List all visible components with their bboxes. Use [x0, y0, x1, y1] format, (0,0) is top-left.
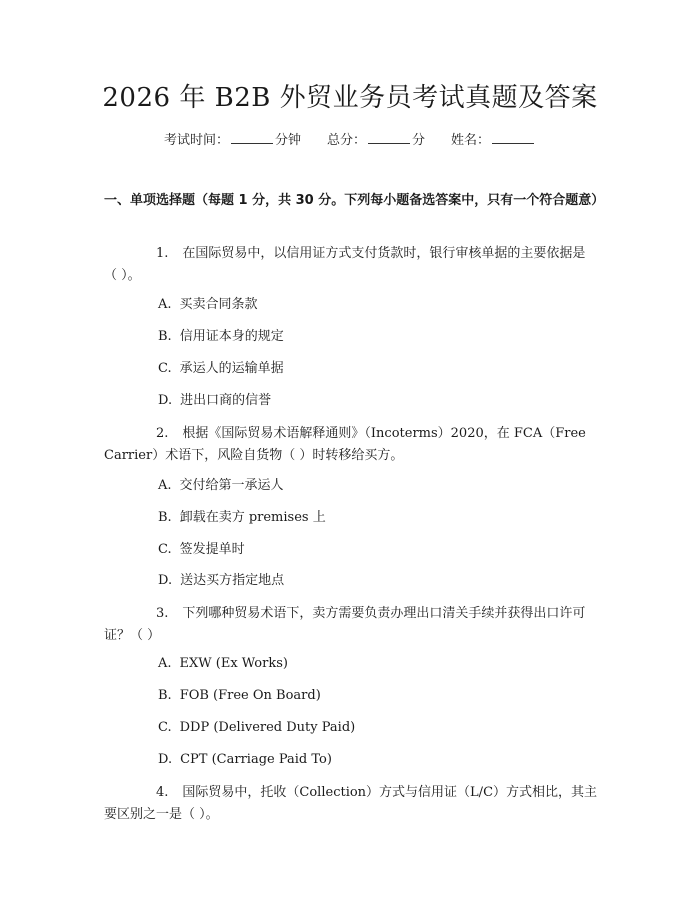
option-text: 买卖合同条款 — [179, 297, 258, 312]
question-number: 3. — [156, 606, 169, 621]
question-text: 下列哪种贸易术语下，卖方需要负责办理出口清关手续并获得出口许可证？（ ） — [104, 606, 586, 643]
option-3b — [158, 686, 321, 706]
option-letter: B. — [158, 510, 172, 525]
option-3d — [158, 750, 332, 770]
question-number: 2. — [156, 426, 169, 441]
option-letter: A. — [158, 656, 172, 671]
option-text: 交付给第一承运人 — [179, 478, 284, 493]
option-text: CPT (Carriage Paid To) — [180, 752, 332, 767]
option-1d — [158, 391, 271, 411]
question-1 — [104, 243, 598, 287]
option-text: FOB (Free On Board) — [179, 688, 321, 703]
option-text: EXW (Ex Works) — [179, 656, 288, 671]
question-4 — [104, 782, 598, 826]
option-letter: A. — [158, 297, 172, 312]
option-letter: B. — [158, 688, 172, 703]
score-unit: 分 — [412, 133, 426, 148]
time-blank — [231, 130, 273, 144]
name-blank — [492, 130, 534, 144]
option-1a — [158, 295, 258, 315]
option-1b — [158, 327, 284, 347]
option-2b — [158, 508, 326, 528]
question-3 — [104, 603, 598, 647]
score-label: 总分： — [326, 133, 366, 148]
question-text: 根据《国际贸易术语解释通则》（Incoterms）2020，在 FCA（Free Carrier）术语下，风险自货物（ ）时转移给买方。 — [104, 426, 586, 463]
time-label: 考试时间： — [163, 133, 229, 148]
option-text: 信用证本身的规定 — [179, 329, 284, 344]
option-3c — [158, 718, 355, 738]
option-text: 送达买方指定地点 — [180, 573, 285, 588]
option-text: 承运人的运输单据 — [179, 361, 284, 376]
option-3a — [158, 654, 288, 674]
question-text: 国际贸易中，托收（Collection）方式与信用证（L/C）方式相比，其主要区别之一是（ ）。 — [104, 785, 598, 822]
option-letter: D. — [158, 752, 173, 767]
option-letter: C. — [158, 361, 172, 376]
question-number: 4. — [156, 785, 169, 800]
question-2 — [104, 423, 598, 467]
option-letter: B. — [158, 329, 172, 344]
option-2c — [158, 540, 245, 560]
option-letter: D. — [158, 573, 173, 588]
option-text: 卸载在卖方 premises 上 — [179, 510, 326, 525]
section-heading: 一、单项选择题（每题 1 分，共 30 分。下列每小题备选答案中，只有一个符合题意） — [104, 193, 605, 208]
option-text: 签发提单时 — [179, 542, 245, 557]
option-letter: C. — [158, 542, 172, 557]
option-text: 进出口商的信誉 — [180, 393, 272, 408]
question-number: 1. — [156, 246, 169, 261]
question-text: 在国际贸易中，以信用证方式支付货款时，银行审核单据的主要依据是（ ）。 — [104, 246, 586, 283]
option-2a — [158, 476, 284, 496]
option-letter: C. — [158, 720, 172, 735]
score-blank — [368, 130, 410, 144]
exam-info-line — [0, 130, 700, 151]
name-label: 姓名： — [451, 133, 491, 148]
option-1c — [158, 359, 284, 379]
exam-title: 2026 年 B2B 外贸业务员考试真题及答案 — [102, 83, 598, 113]
option-letter: A. — [158, 478, 172, 493]
option-text: DDP (Delivered Duty Paid) — [179, 720, 356, 735]
option-2d — [158, 571, 284, 591]
time-unit: 分钟 — [274, 133, 301, 148]
option-letter: D. — [158, 393, 173, 408]
